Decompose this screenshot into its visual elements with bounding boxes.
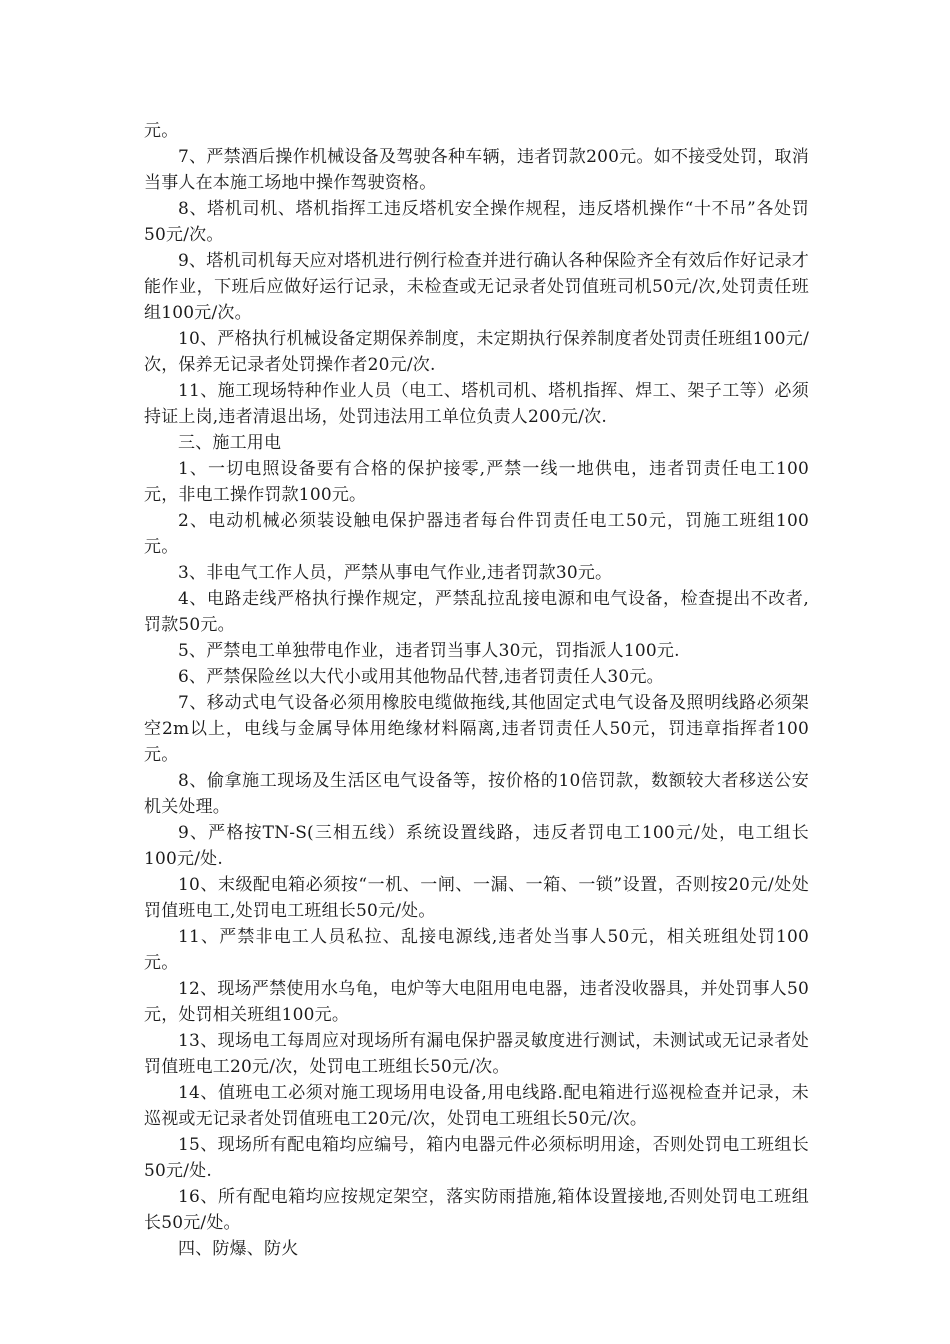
paragraph-item-7-drunk-operation: 7、严禁酒后操作机械设备及驾驶各种车辆，违者罚款200元。如不接受处罚，取消当事人在本施工场地中操作驾驶资格。 [144,147,809,193]
paragraph-elec-item-10: 10、末级配电箱必须按“一机、一闸、一漏、一箱、一锁”设置，否则按20元/处处罚值班电工,处罚电工班组长50元/处。 [144,875,809,921]
paragraph-elec-item-5: 5、严禁电工单独带电作业，违者罚当事人30元，罚指派人100元. [178,641,680,661]
paragraph-elec-item-7: 7、移动式电气设备必须用橡胶电缆做拖线,其他固定式电气设备及照明线路必须架空2m以上，电线与金属导体用绝缘材料隔离,违者罚责任人50元，罚违章指挥者100元。 [144,693,809,765]
section-heading-construction-electricity: 三、施工用电 [178,433,282,453]
paragraph-elec-item-4: 4、电路走线严格执行操作规定，严禁乱拉乱接电源和电气设备，检查提出不改者,罚款50元。 [144,589,809,635]
document-body [144,118,809,1262]
section-heading-fire-explosion-prevention: 四、防爆、防火 [178,1239,299,1259]
paragraph-elec-item-9: 9、严格按TN-S(三相五线）系统设置线路，违反者罚电工100元/处，电工组长100元/处. [144,823,809,869]
paragraph-elec-item-12: 12、现场严禁使用水乌龟，电炉等大电阻用电电器，违者没收器具，并处罚事人50元，处罚相关班组100元。 [144,979,809,1025]
paragraph-elec-item-16: 16、所有配电箱均应按规定架空，落实防雨措施,箱体设置接地,否则处罚电工班组长50元/处。 [144,1187,809,1233]
paragraph-elec-item-13: 13、现场电工每周应对现场所有漏电保护器灵敏度进行测试，未测试或无记录者处罚值班电工20元/次，处罚电工班组长50元/次。 [144,1031,809,1077]
paragraph-elec-item-1: 1、一切电照设备要有合格的保护接零,严禁一线一地供电，违者罚责任电工100元，非电工操作罚款100元。 [144,459,809,505]
paragraph-continuation: 元。 [144,121,179,141]
paragraph-elec-item-14: 14、值班电工必须对施工现场用电设备,用电线路.配电箱进行巡视检查并记录，未巡视或无记录者处罚值班电工20元/次，处罚电工班组长50元/次。 [144,1083,809,1129]
paragraph-elec-item-2: 2、电动机械必须装设触电保护器违者每台件罚责任电工50元，罚施工班组100元。 [144,511,809,557]
paragraph-item-8-tower-crane-rules: 8、塔机司机、塔机指挥工违反塔机安全操作规程，违反塔机操作“十不吊”各处罚50元/次。 [144,199,809,245]
paragraph-item-11-certified-workers: 11、施工现场特种作业人员（电工、塔机司机、塔机指挥、焊工、架子工等）必须持证上岗,违者清退出场，处罚违法用工单位负责人200元/次. [144,381,809,427]
paragraph-elec-item-8: 8、偷拿施工现场及生活区电气设备等，按价格的10倍罚款，数额较大者移送公安机关处理。 [144,771,809,817]
paragraph-item-10-maintenance: 10、严格执行机械设备定期保养制度，未定期执行保养制度者处罚责任班组100元/次，保养无记录者处罚操作者20元/次. [144,329,809,375]
paragraph-elec-item-15: 15、现场所有配电箱均应编号，箱内电器元件必须标明用途，否则处罚电工班组长50元/处. [144,1135,809,1181]
paragraph-item-9-tower-crane-inspection: 9、塔机司机每天应对塔机进行例行检查并进行确认各种保险齐全有效后作好记录才能作业，下班后应做好运行记录，未检查或无记录者处罚值班司机50元/次,处罚责任班组100元/次。 [144,251,809,323]
paragraph-elec-item-3: 3、非电气工作人员，严禁从事电气作业,违者罚款30元。 [178,563,613,583]
paragraph-elec-item-11: 11、严禁非电工人员私拉、乱接电源线,违者处当事人50元，相关班组处罚100元。 [144,927,809,973]
paragraph-elec-item-6: 6、严禁保险丝以大代小或用其他物品代替,违者罚责任人30元。 [178,667,664,687]
